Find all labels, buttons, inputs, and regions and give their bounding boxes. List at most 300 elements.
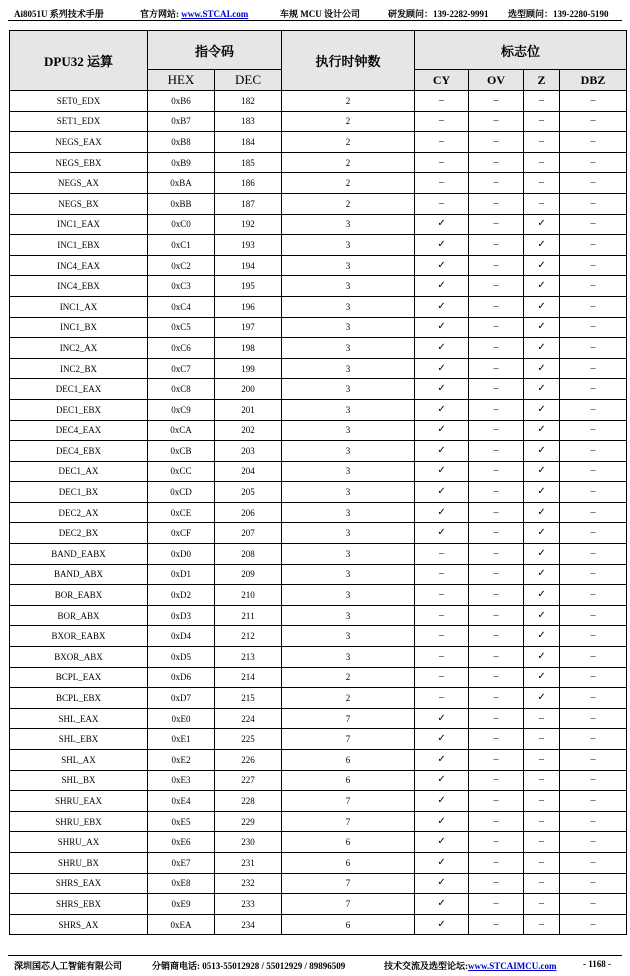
cell-operation: INC2_BX [10, 358, 148, 379]
cell-flag-ov: – [469, 214, 524, 235]
cell-cycles: 3 [282, 502, 415, 523]
cell-dec: 209 [215, 564, 282, 585]
table-row [10, 132, 627, 153]
cell-hex: 0xE9 [148, 894, 215, 915]
table-row [10, 152, 627, 173]
cell-flag-ov: – [469, 688, 524, 709]
cell-operation: SHRS_EAX [10, 873, 148, 894]
cell-cycles: 6 [282, 852, 415, 873]
cell-hex: 0xC8 [148, 379, 215, 400]
cell-flag-cy: ✓ [415, 750, 469, 771]
cell-flag-dbz: – [560, 811, 627, 832]
cell-flag-ov: – [469, 647, 524, 668]
cell-flag-cy: ✓ [415, 399, 469, 420]
cell-hex: 0xE1 [148, 729, 215, 750]
cell-flag-z: – [524, 193, 560, 214]
footer-forum-label: 技术交流及选型论坛: [384, 961, 468, 971]
cell-flag-ov: – [469, 729, 524, 750]
cell-flag-z: – [524, 770, 560, 791]
cell-operation: SET1_EDX [10, 111, 148, 132]
cell-flag-dbz: – [560, 770, 627, 791]
cell-hex: 0xD0 [148, 544, 215, 565]
cell-flag-ov: – [469, 832, 524, 853]
cell-flag-z: ✓ [524, 235, 560, 256]
cell-flag-z: – [524, 832, 560, 853]
cell-flag-z: ✓ [524, 441, 560, 462]
cell-hex: 0xE4 [148, 791, 215, 812]
cell-cycles: 3 [282, 626, 415, 647]
cell-hex: 0xE5 [148, 811, 215, 832]
selection-contact: 选型顾问：139-2280-5190 [508, 9, 609, 19]
cell-cycles: 3 [282, 296, 415, 317]
cell-flag-dbz: – [560, 750, 627, 771]
header-flag-ov: OV [469, 70, 524, 91]
cell-hex: 0xB8 [148, 132, 215, 153]
header-dec: DEC [215, 70, 282, 91]
cell-cycles: 7 [282, 873, 415, 894]
cell-flag-dbz: – [560, 544, 627, 565]
cell-hex: 0xE6 [148, 832, 215, 853]
cell-hex: 0xCC [148, 461, 215, 482]
table-row [10, 255, 627, 276]
cell-operation: INC1_EBX [10, 235, 148, 256]
cell-flag-z: ✓ [524, 461, 560, 482]
cell-dec: 192 [215, 214, 282, 235]
table-row [10, 399, 627, 420]
cell-operation: SHL_AX [10, 750, 148, 771]
header-flags: 标志位 [415, 31, 627, 70]
cell-cycles: 3 [282, 358, 415, 379]
cell-operation: DEC2_AX [10, 502, 148, 523]
cell-cycles: 3 [282, 523, 415, 544]
cell-hex: 0xB6 [148, 91, 215, 112]
cell-flag-ov: – [469, 235, 524, 256]
table-row [10, 441, 627, 462]
header-opcode: 指令码 [148, 31, 282, 70]
table-row [10, 502, 627, 523]
cell-dec: 207 [215, 523, 282, 544]
cell-cycles: 3 [282, 482, 415, 503]
cell-flag-dbz: – [560, 626, 627, 647]
table-row [10, 811, 627, 832]
official-site-link[interactable]: www.STCAI.com [181, 9, 249, 19]
cell-cycles: 3 [282, 276, 415, 297]
cell-flag-ov: – [469, 111, 524, 132]
cell-dec: 186 [215, 173, 282, 194]
cell-flag-cy: ✓ [415, 235, 469, 256]
table-row [10, 91, 627, 112]
cell-dec: 203 [215, 441, 282, 462]
cell-dec: 213 [215, 647, 282, 668]
cell-operation: BXOR_EABX [10, 626, 148, 647]
cell-dec: 204 [215, 461, 282, 482]
cell-cycles: 3 [282, 585, 415, 606]
cell-flag-z: – [524, 894, 560, 915]
cell-flag-z: ✓ [524, 502, 560, 523]
cell-flag-z: ✓ [524, 379, 560, 400]
cell-flag-dbz: – [560, 647, 627, 668]
cell-hex: 0xC7 [148, 358, 215, 379]
cell-operation: INC1_BX [10, 317, 148, 338]
page-footer [0, 954, 630, 970]
cell-flag-cy: ✓ [415, 894, 469, 915]
table-row [10, 111, 627, 132]
table-row [10, 296, 627, 317]
cell-flag-cy: – [415, 132, 469, 153]
rd-contact: 研发顾问：139-2282-9991 [388, 9, 489, 19]
cell-flag-dbz: – [560, 338, 627, 359]
cell-operation: BOR_ABX [10, 605, 148, 626]
table-row [10, 379, 627, 400]
cell-cycles: 7 [282, 811, 415, 832]
cell-flag-ov: – [469, 564, 524, 585]
table-row [10, 420, 627, 441]
cell-cycles: 2 [282, 667, 415, 688]
cell-flag-ov: – [469, 173, 524, 194]
cell-flag-dbz: – [560, 173, 627, 194]
cell-flag-cy: ✓ [415, 502, 469, 523]
cell-hex: 0xD7 [148, 688, 215, 709]
cell-flag-ov: – [469, 358, 524, 379]
cell-flag-z: – [524, 750, 560, 771]
cell-operation: DEC1_EAX [10, 379, 148, 400]
cell-flag-cy: ✓ [415, 729, 469, 750]
cell-operation: SHRU_EBX [10, 811, 148, 832]
cell-flag-ov: – [469, 317, 524, 338]
cell-cycles: 3 [282, 544, 415, 565]
cell-hex: 0xC5 [148, 317, 215, 338]
cell-flag-cy: ✓ [415, 708, 469, 729]
cell-dec: 233 [215, 894, 282, 915]
header-cycles: 执行时钟数 [282, 31, 415, 91]
cell-operation: DEC1_EBX [10, 399, 148, 420]
cell-flag-ov: – [469, 91, 524, 112]
header-operation: DPU32 运算 [10, 31, 148, 91]
cell-flag-cy: – [415, 626, 469, 647]
cell-dec: 182 [215, 91, 282, 112]
cell-flag-z: ✓ [524, 647, 560, 668]
cell-dec: 201 [215, 399, 282, 420]
cell-flag-ov: – [469, 420, 524, 441]
cell-hex: 0xE2 [148, 750, 215, 771]
cell-dec: 210 [215, 585, 282, 606]
cell-operation: INC1_EAX [10, 214, 148, 235]
cell-dec: 205 [215, 482, 282, 503]
cell-flag-z: ✓ [524, 544, 560, 565]
header-hex: HEX [148, 70, 215, 91]
table-row [10, 770, 627, 791]
cell-flag-cy: ✓ [415, 523, 469, 544]
cell-hex: 0xC2 [148, 255, 215, 276]
cell-flag-z: – [524, 152, 560, 173]
cell-dec: 184 [215, 132, 282, 153]
cell-cycles: 2 [282, 688, 415, 709]
table-row [10, 585, 627, 606]
cell-operation: NEGS_BX [10, 193, 148, 214]
cell-cycles: 7 [282, 708, 415, 729]
cell-flag-cy: ✓ [415, 832, 469, 853]
cell-dec: 185 [215, 152, 282, 173]
cell-flag-ov: – [469, 152, 524, 173]
table-row [10, 235, 627, 256]
cell-flag-cy: – [415, 585, 469, 606]
cell-operation: BOR_EABX [10, 585, 148, 606]
cell-dec: 228 [215, 791, 282, 812]
cell-flag-z: – [524, 132, 560, 153]
cell-cycles: 7 [282, 729, 415, 750]
cell-flag-dbz: – [560, 708, 627, 729]
cell-flag-z: ✓ [524, 523, 560, 544]
table-row [10, 791, 627, 812]
cell-hex: 0xC6 [148, 338, 215, 359]
table-row [10, 317, 627, 338]
cell-flag-ov: – [469, 544, 524, 565]
cell-flag-cy: ✓ [415, 276, 469, 297]
cell-hex: 0xD1 [148, 564, 215, 585]
cell-operation: SET0_EDX [10, 91, 148, 112]
cell-flag-z: – [524, 91, 560, 112]
cell-hex: 0xBA [148, 173, 215, 194]
cell-dec: 199 [215, 358, 282, 379]
cell-flag-ov: – [469, 338, 524, 359]
cell-operation: BXOR_ABX [10, 647, 148, 668]
cell-flag-ov: – [469, 626, 524, 647]
cell-flag-dbz: – [560, 605, 627, 626]
cell-flag-cy: ✓ [415, 461, 469, 482]
cell-cycles: 3 [282, 461, 415, 482]
cell-flag-z: ✓ [524, 276, 560, 297]
cell-dec: 187 [215, 193, 282, 214]
cell-flag-dbz: – [560, 235, 627, 256]
cell-operation: BCPL_EAX [10, 667, 148, 688]
cell-dec: 226 [215, 750, 282, 771]
cell-dec: 198 [215, 338, 282, 359]
table-row [10, 482, 627, 503]
cell-flag-z: ✓ [524, 482, 560, 503]
table-row [10, 338, 627, 359]
cell-flag-z: ✓ [524, 564, 560, 585]
product-title: Ai8051U 系列技术手册 [14, 9, 104, 19]
cell-flag-cy: – [415, 152, 469, 173]
table-row [10, 173, 627, 194]
cell-flag-z: ✓ [524, 688, 560, 709]
cell-flag-dbz: – [560, 379, 627, 400]
cell-cycles: 2 [282, 132, 415, 153]
cell-operation: SHL_EBX [10, 729, 148, 750]
cell-flag-ov: – [469, 132, 524, 153]
cell-operation: DEC4_EBX [10, 441, 148, 462]
cell-cycles: 2 [282, 173, 415, 194]
cell-flag-ov: – [469, 750, 524, 771]
cell-flag-z: – [524, 811, 560, 832]
cell-hex: 0xD5 [148, 647, 215, 668]
cell-flag-ov: – [469, 852, 524, 873]
cell-flag-cy: ✓ [415, 379, 469, 400]
cell-operation: INC2_AX [10, 338, 148, 359]
cell-flag-dbz: – [560, 91, 627, 112]
cell-flag-cy: ✓ [415, 317, 469, 338]
cell-flag-ov: – [469, 914, 524, 935]
cell-flag-ov: – [469, 482, 524, 503]
cell-flag-cy: ✓ [415, 482, 469, 503]
cell-flag-z: – [524, 708, 560, 729]
cell-flag-ov: – [469, 770, 524, 791]
cell-flag-ov: – [469, 894, 524, 915]
cell-flag-ov: – [469, 399, 524, 420]
cell-flag-cy: – [415, 193, 469, 214]
cell-dec: 194 [215, 255, 282, 276]
cell-operation: DEC1_BX [10, 482, 148, 503]
cell-operation: INC4_EBX [10, 276, 148, 297]
cell-flag-z: ✓ [524, 626, 560, 647]
cell-hex: 0xD2 [148, 585, 215, 606]
cell-dec: 183 [215, 111, 282, 132]
cell-flag-dbz: – [560, 914, 627, 935]
table-row [10, 214, 627, 235]
cell-cycles: 3 [282, 235, 415, 256]
cell-cycles: 3 [282, 420, 415, 441]
cell-cycles: 6 [282, 750, 415, 771]
cell-operation: SHRU_AX [10, 832, 148, 853]
cell-flag-dbz: – [560, 193, 627, 214]
cell-flag-z: ✓ [524, 358, 560, 379]
cell-operation: NEGS_AX [10, 173, 148, 194]
table-row [10, 605, 627, 626]
cell-cycles: 7 [282, 791, 415, 812]
cell-flag-z: ✓ [524, 296, 560, 317]
cell-hex: 0xD3 [148, 605, 215, 626]
cell-flag-dbz: – [560, 317, 627, 338]
cell-cycles: 2 [282, 111, 415, 132]
footer-phone: 分销商电话: 0513-55012928 / 55012929 / 89896509 [152, 961, 346, 971]
cell-dec: 202 [215, 420, 282, 441]
table-row [10, 873, 627, 894]
cell-flag-ov: – [469, 276, 524, 297]
cell-operation: SHRS_AX [10, 914, 148, 935]
cell-dec: 230 [215, 832, 282, 853]
cell-flag-cy: – [415, 564, 469, 585]
cell-flag-dbz: – [560, 214, 627, 235]
header-flag-cy: CY [415, 70, 469, 91]
cell-flag-dbz: – [560, 461, 627, 482]
cell-operation: NEGS_EAX [10, 132, 148, 153]
cell-hex: 0xE8 [148, 873, 215, 894]
cell-operation: DEC1_AX [10, 461, 148, 482]
cell-flag-cy: ✓ [415, 214, 469, 235]
cell-dec: 193 [215, 235, 282, 256]
dpu32-instruction-table [9, 30, 627, 935]
cell-flag-dbz: – [560, 152, 627, 173]
cell-cycles: 3 [282, 605, 415, 626]
cell-dec: 214 [215, 667, 282, 688]
footer-forum-link[interactable]: www.STCAIMCU.com [468, 961, 557, 971]
cell-flag-ov: – [469, 441, 524, 462]
cell-flag-cy: – [415, 667, 469, 688]
cell-flag-dbz: – [560, 255, 627, 276]
cell-hex: 0xCF [148, 523, 215, 544]
cell-flag-ov: – [469, 811, 524, 832]
cell-flag-ov: – [469, 605, 524, 626]
cell-flag-dbz: – [560, 523, 627, 544]
cell-flag-dbz: – [560, 791, 627, 812]
cell-dec: 197 [215, 317, 282, 338]
cell-flag-cy: – [415, 111, 469, 132]
cell-operation: INC4_EAX [10, 255, 148, 276]
cell-flag-z: ✓ [524, 317, 560, 338]
cell-flag-dbz: – [560, 852, 627, 873]
cell-hex: 0xCA [148, 420, 215, 441]
table-row [10, 852, 627, 873]
cell-flag-ov: – [469, 708, 524, 729]
cell-dec: 200 [215, 379, 282, 400]
table-row [10, 523, 627, 544]
table-row [10, 626, 627, 647]
cell-operation: SHRU_BX [10, 852, 148, 873]
table-row [10, 564, 627, 585]
cell-hex: 0xBB [148, 193, 215, 214]
cell-flag-cy: ✓ [415, 255, 469, 276]
cell-flag-cy: ✓ [415, 420, 469, 441]
cell-flag-cy: ✓ [415, 338, 469, 359]
cell-operation: DEC4_EAX [10, 420, 148, 441]
cell-dec: 231 [215, 852, 282, 873]
cell-flag-cy: – [415, 688, 469, 709]
cell-dec: 196 [215, 296, 282, 317]
cell-flag-cy: – [415, 647, 469, 668]
table-row [10, 647, 627, 668]
cell-flag-ov: – [469, 585, 524, 606]
table-row [10, 544, 627, 565]
cell-dec: 225 [215, 729, 282, 750]
table-row [10, 193, 627, 214]
cell-hex: 0xC0 [148, 214, 215, 235]
cell-cycles: 3 [282, 399, 415, 420]
official-site-label: 官方网站: [140, 9, 182, 19]
cell-flag-cy: – [415, 605, 469, 626]
table-row [10, 750, 627, 771]
cell-flag-ov: – [469, 461, 524, 482]
cell-flag-dbz: – [560, 564, 627, 585]
cell-cycles: 3 [282, 564, 415, 585]
header-flag-dbz: DBZ [560, 70, 627, 91]
cell-hex: 0xEA [148, 914, 215, 935]
cell-flag-dbz: – [560, 296, 627, 317]
cell-dec: 215 [215, 688, 282, 709]
page-header [0, 4, 630, 20]
cell-flag-ov: – [469, 502, 524, 523]
cell-flag-cy: – [415, 544, 469, 565]
cell-flag-cy: – [415, 91, 469, 112]
cell-flag-dbz: – [560, 688, 627, 709]
cell-cycles: 3 [282, 338, 415, 359]
cell-flag-z: – [524, 729, 560, 750]
cell-cycles: 3 [282, 647, 415, 668]
cell-flag-cy: ✓ [415, 770, 469, 791]
cell-flag-dbz: – [560, 276, 627, 297]
cell-hex: 0xE0 [148, 708, 215, 729]
header-flag-z: Z [524, 70, 560, 91]
footer-company: 深圳国芯人工智能有限公司 [14, 961, 123, 971]
cell-flag-dbz: – [560, 420, 627, 441]
cell-flag-dbz: – [560, 111, 627, 132]
cell-flag-dbz: – [560, 894, 627, 915]
cell-flag-z: ✓ [524, 667, 560, 688]
cell-flag-z: – [524, 111, 560, 132]
cell-dec: 229 [215, 811, 282, 832]
cell-flag-cy: ✓ [415, 441, 469, 462]
footer-forum [384, 959, 557, 972]
cell-flag-dbz: – [560, 585, 627, 606]
